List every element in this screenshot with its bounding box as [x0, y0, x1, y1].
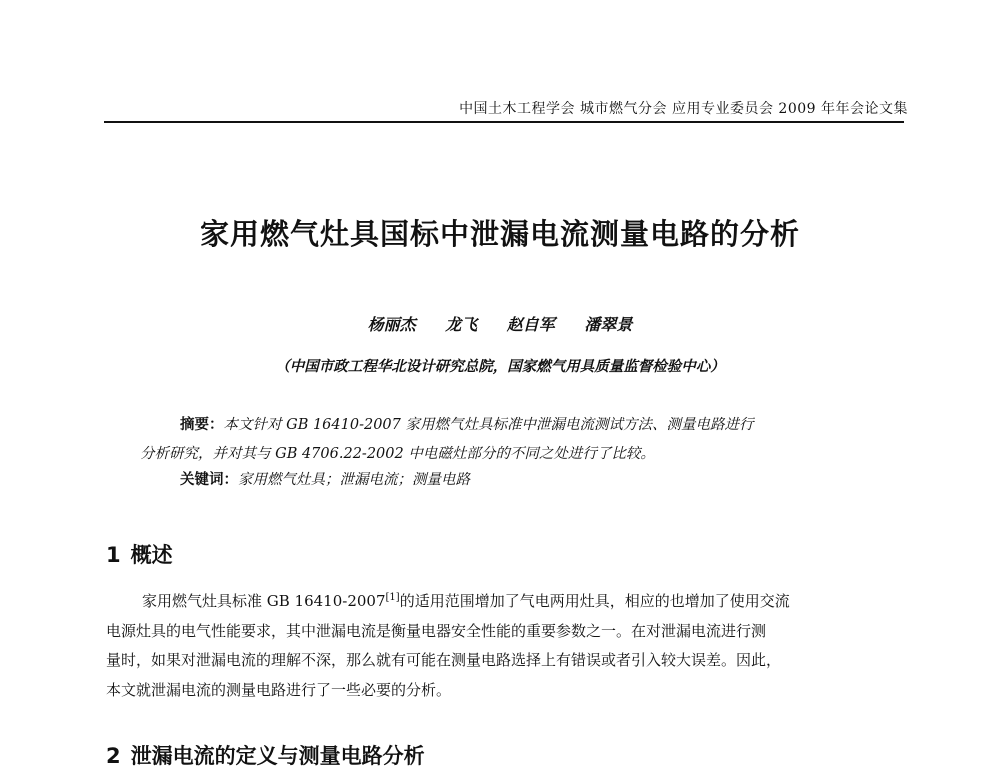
body-line — [106, 587, 906, 617]
abstract-text: 分析研究，并对其与 GB 4706.22-2002 中电磁灶部分的不同之处进行了比较。 — [140, 446, 655, 462]
abstract-line — [140, 440, 880, 469]
header-rule — [104, 121, 904, 123]
keywords-label: 关键词： — [180, 471, 238, 488]
affiliation: （中国市政工程华北设计研究总院，国家燃气用具质量监督检验中心） — [275, 358, 725, 375]
body-line: 本文就泄漏电流的测量电路进行了一些必要的分析。 — [106, 680, 452, 699]
abstract-label: 摘要： — [180, 416, 224, 433]
section-heading — [106, 539, 173, 569]
author-name: 龙飞 — [445, 315, 478, 334]
keywords — [180, 468, 470, 489]
body-text: 家用燃气灶具标准 GB 16410-2007 — [142, 592, 386, 610]
author-name: 潘翠景 — [584, 315, 633, 334]
section-title: 概述 — [130, 543, 173, 567]
paper-title: 家用燃气灶具国标中泄漏电流测量电路的分析 — [199, 217, 800, 251]
body-line: 量时，如果对泄漏电流的理解不深，那么就有可能在测量电路选择上有错误或者引入较大误差。因此， — [106, 651, 782, 669]
section-body — [106, 587, 906, 705]
author-list — [0, 312, 1000, 335]
abstract — [140, 410, 880, 469]
keywords-text: 家用燃气灶具；泄漏电流；测量电路 — [238, 472, 470, 488]
section-number: 1 — [106, 543, 121, 567]
author-name: 杨丽杰 — [367, 315, 416, 334]
running-header: 中国土木工程学会 城市燃气分会 应用专业委员会 2009 年年会论文集 — [459, 101, 908, 117]
section-number: 2 — [106, 744, 121, 768]
body-line: 电源灶具的电气性能要求，其中泄漏电流是衡量电器安全性能的重要参数之一。在对泄漏电流进行测 — [106, 621, 767, 640]
author-name: 赵自军 — [506, 315, 555, 334]
body-text: 的适用范围增加了气电两用灶具，相应的也增加了使用交流 — [399, 592, 790, 610]
section-heading — [106, 740, 425, 770]
abstract-text: 本文针对 GB 16410-2007 家用燃气灶具标准中泄漏电流测试方法、测量电路进行 — [223, 417, 754, 433]
section-title: 泄漏电流的定义与测量电路分析 — [130, 744, 425, 768]
abstract-line — [140, 410, 880, 440]
citation-ref: [1] — [385, 592, 400, 603]
